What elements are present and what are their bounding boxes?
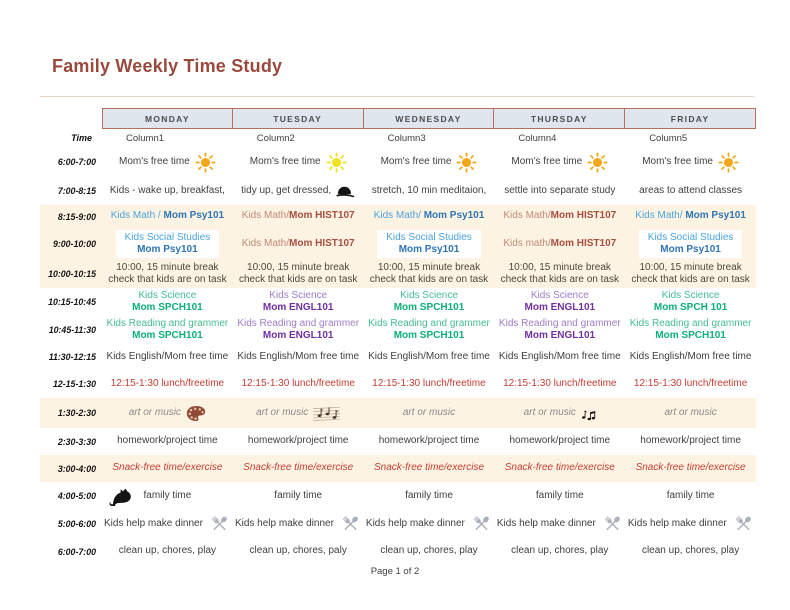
column-header-2: Column2	[256, 132, 295, 144]
sun-icon	[326, 152, 347, 173]
cell-text: Kids help make dinner	[627, 517, 727, 529]
schedule-cell	[364, 510, 495, 538]
cell-text: Mom's free time	[380, 155, 452, 167]
schedule-cell	[233, 147, 364, 177]
schedule-cell	[625, 538, 756, 565]
cell-text: Kids Social Studies Mom Psy101	[386, 231, 472, 255]
schedule-row	[40, 370, 756, 398]
cell-text: Snack-free time/exercise	[243, 462, 354, 474]
time-column-header: Time	[71, 133, 92, 143]
schedule-row	[40, 398, 756, 428]
cell-text: Kids Science Mom ENGL101	[524, 289, 596, 313]
schedule-row	[40, 147, 756, 177]
cell-text: Mom's free time	[642, 155, 713, 167]
day-header-monday: MONDAY	[102, 108, 233, 129]
schedule-cell	[625, 370, 756, 398]
schedule-cell	[102, 205, 233, 228]
schedule-row	[40, 428, 756, 455]
cell-text: clean up, chores, play	[641, 545, 740, 557]
cell-text: Kids math/Mom HIST107	[503, 237, 617, 249]
schedule-cell	[233, 228, 364, 260]
schedule-cell	[233, 538, 364, 565]
time-label: 10:45-11:30	[48, 325, 96, 335]
time-label: 9:00-10:00	[52, 239, 96, 249]
cell-text: Mom's free time	[249, 155, 321, 167]
cell-text: homework/project time	[117, 435, 218, 447]
cell-text: Kids Math / Mom Psy101	[110, 210, 225, 222]
column-header-1: Column1	[126, 132, 165, 144]
time-label: 2:30-3:30	[57, 436, 96, 447]
cell-text: art or music	[402, 406, 456, 418]
day-header-tuesday: TUESDAY	[233, 108, 364, 129]
cell-text: Kids Math/Mom HIST107	[241, 237, 355, 249]
schedule-cell	[233, 370, 364, 398]
cell-text: Kids Reading and grammer Mom ENGL101	[498, 317, 621, 341]
schedule-cell	[364, 428, 495, 455]
schedule-cell	[625, 344, 756, 370]
schedule-cell	[494, 370, 625, 398]
cell-text: Kids help make dinner	[496, 517, 596, 529]
schedule-cell	[625, 228, 756, 260]
schedule-cell	[626, 510, 757, 538]
schedule-cell	[233, 205, 364, 228]
cell-text: clean up, chores, play	[118, 545, 217, 557]
cell-text: 12:15-1:30 lunch/freetime	[241, 377, 355, 389]
cell-text: family time	[143, 489, 192, 501]
cell-text: art or music	[523, 406, 576, 418]
schedule-cell	[364, 177, 495, 205]
cell-text: Kids English/Mom free time	[629, 350, 752, 362]
cell-text: Snack-free time/exercise	[373, 462, 485, 474]
schedule-cell	[494, 428, 625, 455]
cell-text: Kids English/Mom free time	[106, 350, 229, 362]
cell-text: areas to attend classes	[639, 184, 743, 196]
cell-text: Kids Science Mom SPCH101	[132, 289, 203, 313]
cell-text: Kids Math/ Mom Psy101	[635, 210, 746, 222]
cell-text: Snack-free time/exercise	[635, 462, 746, 474]
schedule-cell	[102, 455, 233, 482]
schedule-row	[40, 205, 756, 228]
schedule-cell	[625, 260, 756, 288]
schedule-cell	[495, 510, 626, 538]
time-label: 11:30-12:15	[48, 352, 96, 362]
cell-text: Mom's free time	[118, 155, 190, 167]
cell-text: 10:00, 15 minute break check that kids are on task	[369, 261, 489, 285]
schedule-cell	[233, 316, 364, 344]
schedule-cell	[102, 428, 233, 455]
schedule-body	[40, 147, 756, 565]
cell-text: Kids Reading and grammer Mom ENGL101	[237, 317, 360, 341]
fork-and-spoon-icon	[732, 514, 755, 534]
schedule-cell	[494, 316, 625, 344]
schedule-cell	[625, 398, 756, 428]
cell-text: Kids help make dinner	[365, 517, 465, 529]
schedule-cell	[364, 205, 495, 228]
schedule-cell	[364, 228, 495, 260]
time-label: 4:00-5:00	[57, 491, 96, 501]
cell-text: Kids Reading and grammer Mom SPCH101	[629, 317, 752, 341]
cell-text: Kids Science Mom ENGL101	[262, 289, 334, 313]
cell-text: stretch, 10 min meditaion,	[371, 184, 487, 196]
time-label: 1:30-2:30	[57, 408, 96, 418]
cell-text: family time	[666, 489, 715, 501]
schedule-cell	[102, 288, 233, 316]
schedule-row	[40, 288, 756, 316]
schedule-cell	[364, 370, 495, 398]
music-notes-icon	[581, 406, 596, 421]
sun-icon	[587, 152, 608, 173]
schedule-cell	[625, 205, 756, 228]
music-staff-icon	[313, 406, 340, 421]
cell-text: family time	[405, 489, 453, 501]
time-label: 8:15-9:00	[57, 211, 96, 222]
cell-text: Kids Reading and grammer Mom SPCH101	[106, 317, 229, 341]
schedule-cell	[364, 344, 495, 370]
cell-text: Kids Social Studies Mom Psy101	[124, 231, 211, 255]
cell-text: 12:15-1:30 lunch/freetime	[110, 377, 225, 389]
schedule-cell	[102, 370, 233, 398]
fork-and-spoon-icon	[470, 514, 493, 534]
cell-text: Kids English/Mom free time	[498, 350, 621, 362]
cell-text: Kids help make dinner	[104, 517, 203, 529]
schedule-cell	[625, 288, 756, 316]
cell-text: art or music	[128, 406, 182, 418]
schedule-cell	[364, 147, 495, 177]
schedule-cell	[494, 228, 625, 260]
cap-icon	[336, 185, 355, 198]
column-header-3: Column3	[387, 132, 426, 144]
schedule-cell	[102, 177, 233, 205]
time-label: 10:15-10:45	[48, 297, 96, 307]
time-label: 5:00-6:00	[57, 519, 96, 529]
cell-text: settle into separate study	[504, 184, 616, 196]
fork-and-spoon-icon	[208, 514, 231, 534]
cell-text: 10:00, 15 minute break check that kids are on task	[631, 261, 750, 285]
schedule-row	[40, 455, 756, 482]
schedule-cell	[625, 316, 756, 344]
schedule-cell	[494, 455, 625, 482]
day-header-friday: FRIDAY	[625, 108, 756, 129]
cell-text: clean up, chores, paly	[249, 545, 347, 557]
schedule-cell	[102, 147, 233, 177]
schedule-cell	[233, 455, 364, 482]
fork-and-spoon-icon	[339, 514, 362, 534]
day-header-row	[40, 108, 756, 129]
schedule-cell	[625, 455, 756, 482]
schedule-row	[40, 482, 756, 510]
schedule-cell	[364, 398, 495, 428]
cell-text: Kids Social Studies Mom Psy101	[647, 231, 734, 255]
schedule-cell	[364, 538, 495, 565]
page-title: Family Weekly Time Study	[52, 56, 283, 76]
schedule-cell	[494, 177, 625, 205]
schedule-cell	[233, 398, 364, 428]
cell-text: homework/project time	[247, 435, 349, 447]
schedule-cell	[102, 538, 233, 565]
column-header-row	[40, 129, 756, 147]
schedule-cell	[102, 510, 233, 538]
schedule-row	[40, 538, 756, 565]
schedule-cell	[102, 398, 233, 428]
schedule-cell	[625, 482, 756, 510]
cell-text: Kids Science Mom SPCH101	[393, 289, 465, 313]
time-label: 6:00-7:00	[57, 157, 96, 167]
schedule-cell	[494, 538, 625, 565]
sun-icon	[195, 152, 216, 173]
column-header-4: Column4	[518, 132, 557, 144]
cell-text: clean up, chores, play	[380, 545, 478, 557]
palette-icon	[186, 405, 206, 422]
cell-text: Kids Math/Mom HIST107	[241, 210, 355, 222]
schedule-cell	[233, 177, 364, 205]
schedule-cell	[494, 205, 625, 228]
schedule-row	[40, 510, 756, 538]
cell-text: Kids Science Mom SPCH 101	[653, 289, 728, 313]
time-label: 12-15-1:30	[52, 379, 96, 389]
schedule-cell	[494, 398, 625, 428]
schedule-cell	[233, 260, 364, 288]
schedule-cell	[494, 147, 625, 177]
schedule-cell	[494, 288, 625, 316]
weekly-schedule-table	[40, 108, 756, 565]
schedule-cell	[233, 288, 364, 316]
schedule-cell	[102, 316, 233, 344]
fork-and-spoon-icon	[601, 514, 624, 534]
schedule-cell	[364, 455, 495, 482]
cell-text: Kids Math/Mom HIST107	[503, 210, 617, 222]
cell-text: Kids - wake up, breakfast,	[109, 184, 225, 196]
cell-text: 10:00, 15 minute break check that kids are on task	[500, 261, 619, 285]
cell-text: tidy up, get dressed,	[241, 184, 332, 196]
cell-text: Snack-free time/exercise	[112, 462, 223, 474]
schedule-cell	[102, 482, 233, 510]
schedule-cell	[364, 260, 495, 288]
schedule-cell	[625, 147, 756, 177]
cell-text: art or music	[256, 406, 309, 418]
cell-text: family time	[535, 489, 584, 501]
cell-text: 10:00, 15 minute break check that kids are on task	[108, 261, 227, 285]
title-divider	[40, 96, 754, 97]
cell-text: Kids Reading and grammer Mom SPCH101	[368, 317, 490, 341]
cell-text: 10:00, 15 minute break check that kids are on task	[238, 261, 358, 285]
cell-text: family time	[274, 489, 323, 501]
page-footer: Page 1 of 2	[370, 566, 420, 577]
time-label: 10:00-10:15	[48, 269, 96, 279]
schedule-row	[40, 316, 756, 344]
schedule-cell	[625, 177, 756, 205]
schedule-cell	[233, 428, 364, 455]
schedule-cell	[233, 510, 364, 538]
sun-icon	[456, 152, 477, 173]
schedule-row	[40, 177, 756, 205]
schedule-cell	[233, 482, 364, 510]
schedule-cell	[102, 344, 233, 370]
schedule-cell	[102, 260, 233, 288]
day-header-thursday: THURSDAY	[494, 108, 625, 129]
schedule-row	[40, 228, 756, 260]
schedule-cell	[102, 228, 233, 260]
schedule-cell	[364, 482, 495, 510]
schedule-cell	[364, 288, 495, 316]
schedule-cell	[494, 344, 625, 370]
schedule-cell	[494, 482, 625, 510]
column-header-5: Column5	[649, 132, 688, 144]
schedule-cell	[625, 428, 756, 455]
day-header-spacer	[40, 108, 102, 129]
cell-text: Kids English/Mom free time	[368, 350, 490, 362]
schedule-row	[40, 344, 756, 370]
cell-text: homework/project time	[378, 435, 480, 447]
cell-text: 12:15-1:30 lunch/freetime	[372, 377, 486, 389]
cell-text: 12:15-1:30 lunch/freetime	[633, 377, 748, 389]
schedule-cell	[494, 260, 625, 288]
cell-text: Kids Math/ Mom Psy101	[373, 210, 485, 222]
cell-text: 12:15-1:30 lunch/freetime	[503, 377, 617, 389]
cat-icon	[108, 484, 135, 508]
schedule-row	[40, 260, 756, 288]
cell-text: Mom's free time	[511, 155, 583, 167]
time-label: 6:00-7:00	[57, 546, 96, 557]
schedule-cell	[364, 316, 495, 344]
cell-text: art or music	[664, 406, 717, 418]
day-header-wednesday: WEDNESDAY	[364, 108, 495, 129]
schedule-cell	[233, 344, 364, 370]
cell-text: Kids help make dinner	[234, 517, 334, 529]
sun-icon	[718, 152, 739, 173]
time-label: 7:00-8:15	[57, 186, 96, 196]
cell-text: homework/project time	[640, 435, 741, 447]
cell-text: Kids English/Mom free time	[237, 350, 360, 362]
cell-text: Snack-free time/exercise	[504, 462, 615, 474]
cell-text: homework/project time	[509, 435, 611, 447]
cell-text: clean up, chores, play	[511, 545, 609, 557]
time-label: 3:00-4:00	[57, 463, 96, 474]
